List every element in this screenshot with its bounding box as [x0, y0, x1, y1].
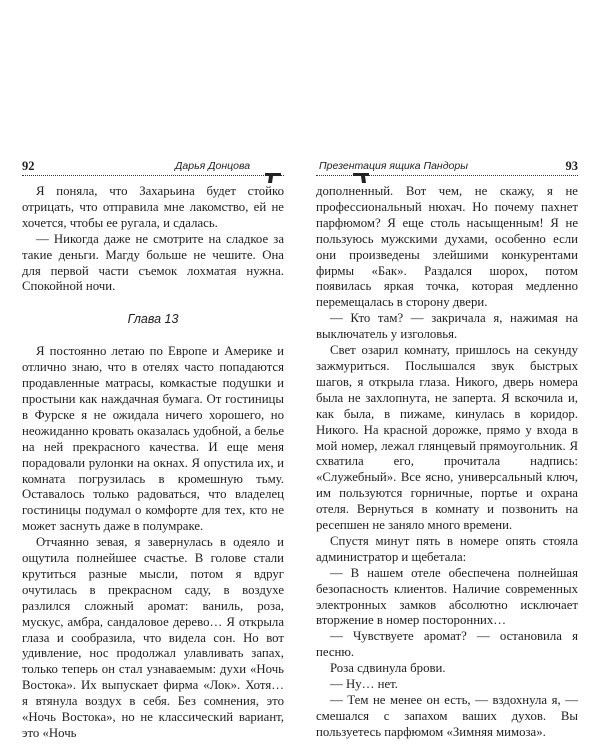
paragraph: — В нашем отеле обеспечена полнейшая безопасность клиентов. Наличие современных электронных замков абсолютно исключает вторжение в номер посторонних… — [316, 565, 578, 628]
left-running-title: Дарья Донцова — [172, 160, 253, 172]
right-page — [316, 153, 578, 739]
chapter-heading: Глава 13 — [127, 312, 179, 327]
paragraph: Отчаянно зевая, я завернулась в одеяло и ощутила полнейшее счастье. В голове стали крутиться разные мысли, потом я вдруг очутилась в прекрасном саду, в воздухе разлился сложный аромат: ваниль, роза, мускус, амбра, сандаловое дерево… Я открыла глаза и сообразила, что видела сон. Но вот удивление, нос продолжал улавливать запах, только теперь он стал узнаваемым: духи «Ночь Востока». Их выпускает фирма «Лок». Хотя… я втянула воздух в себя. Без сомнения, это «Ночь Востока», но не классический вариант, это «Ночь — [22, 535, 284, 740]
right-running-title: Презентация ящика Пандоры — [316, 160, 471, 172]
paragraph: — Ну… нет. — [330, 677, 398, 692]
right-running-head — [316, 153, 578, 176]
paragraph: — Никогда даже не смотрите на сладкое за такие деньги. Магду больше не чешите. Она для первой части съемок лохматая нужна. Спокойной ночи. — [22, 231, 284, 294]
paragraph: Роза сдвинула брови. — [330, 661, 446, 676]
paragraph: Свет озарил комнату, пришлось на секунду зажмуриться. Послышался звук быстрых шагов, я открыла глаза. Никого, дверь номера была не захлопнута, не заперта. Я вскочила и, как была, в пижаме, кинулась в коридор. Никого. На красной дорожке, прямо у входа в мой номер, лежал глянцевый прямоугольник. Я схватила его, прочитала надпись: «Служебный». Все ясно, универсальный ключ, им пользуются горничные, портье и охрана отеля. Вернуться в комнату и позвонить на ресепшен не заняло много времени. — [316, 343, 578, 533]
paragraph: Спустя минут пять в номере опять стояла администратор и щебетала: — [316, 533, 578, 564]
paragraph: Я постоянно летаю по Европе и Америке и отлично знаю, что в отелях часто попадаются продавленные матрасы, комкастые подушки и простыни как наждачная бумага. От гостиницы в Фурске я не ожидала ничего хорошего, но неожиданно кровать оказалась удобной, а белье на ней прекрасного качества. И еще меня порадовали рулонки на окнах. Я опустила их, и комната погрузилась в кромешную тьму. Оставалось только радоваться, что владелец гостиницы подумал о комфорте для тех, кто не может заснуть даже в полумраке. — [22, 344, 284, 534]
right-page-text — [316, 184, 578, 741]
left-page-text — [22, 184, 284, 742]
left-running-head — [22, 153, 284, 176]
paragraph: дополненный. Вот чем, не скажу, я не профессиональный нюхач. Но почему пахнет парфюмом? Я еще столь насыщенным! Я не пользуюсь мужскими духами, особенно если они произведены злейшими конкурентами фирмы «Бак». Раздался шорох, потом появилась яркая точка, которая медленно перемещалась в сторону двери. — [316, 184, 578, 310]
paragraph: Я поняла, что Захарьина будет стойко отрицать, что отправила мне лакомство, ей не хочется, чтобы ее ругала, и сдалась. — [22, 184, 284, 230]
left-page-number: 92 — [22, 159, 35, 173]
pistol-icon — [264, 172, 282, 184]
paragraph: — Чувствуете аромат? — остановила я песню. — [316, 629, 578, 660]
right-page-number: 93 — [565, 159, 578, 173]
paragraph: — Тем не менее он есть, — вздохнула я, — смешался с запахом ваших духов. Вы пользуетесь парфюмом «Зимняя мимоза». — [316, 693, 578, 739]
paragraph: — Кто там? — закричала я, нажимая на выключатель у изголовья. — [316, 311, 578, 342]
pistol-icon — [352, 172, 370, 184]
left-page — [22, 153, 284, 740]
